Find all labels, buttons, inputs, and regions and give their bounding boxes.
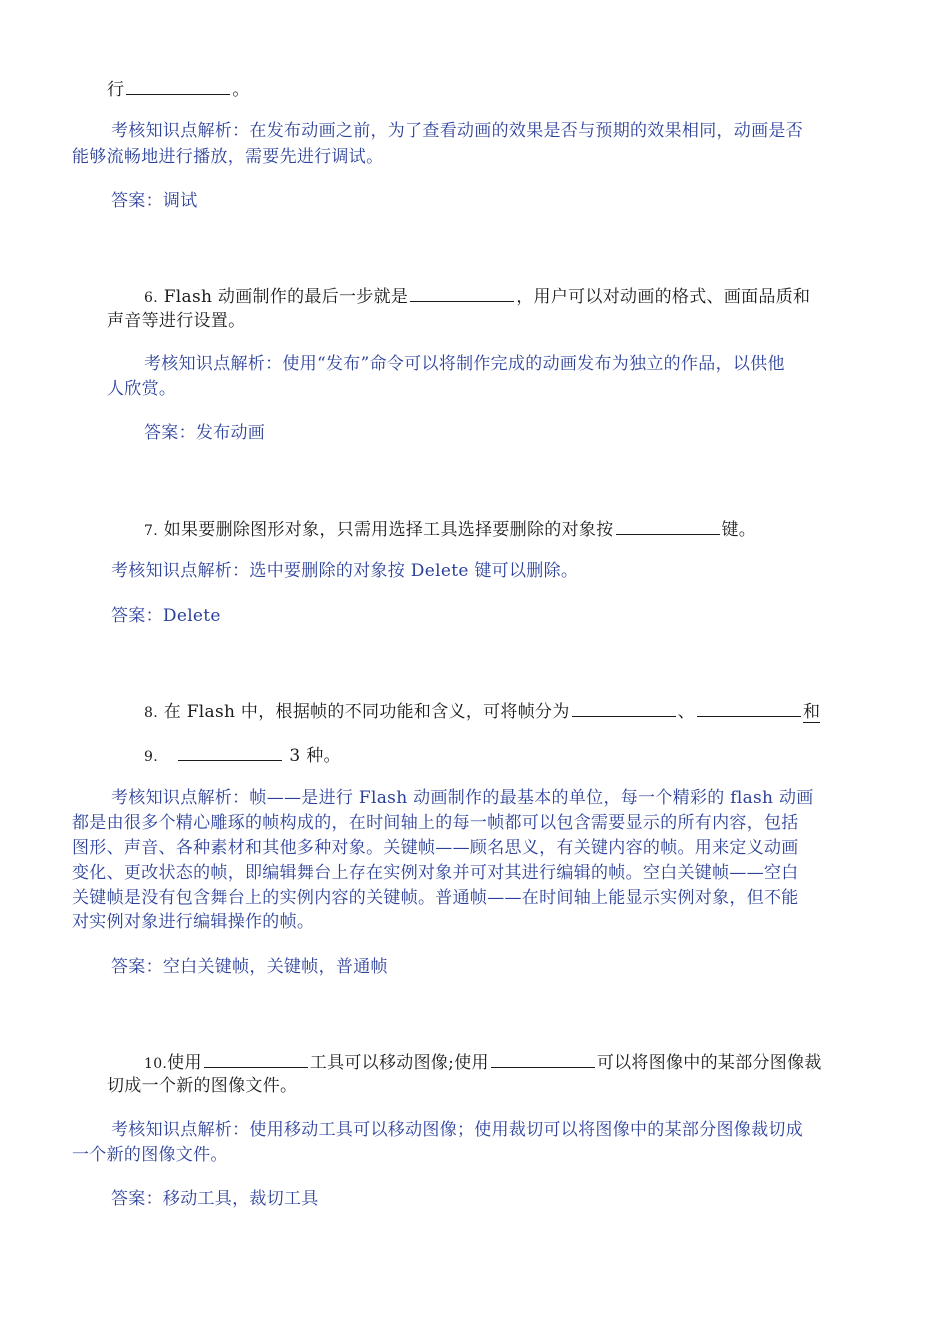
q6-stem-line1 (144, 283, 810, 310)
q6-blank (410, 283, 514, 302)
q7-stem-part1: 如果要删除图形对象，只需用选择工具选择要删除的对象按 (163, 520, 614, 540)
q7-stem (144, 516, 756, 543)
q10-stem-part3: 可以将图像中的某部分图像裁 (596, 1053, 822, 1073)
q8-stem-part1: 在 Flash 中，根据帧的不同功能和含义，可将帧分为 (163, 702, 570, 722)
q8-analysis-line2: 都是由很多个精心雕琢的帧构成的，在时间轴上的每一帧都可以包含需要显示的所有内容，包括 (72, 813, 799, 833)
q10-stem-line2: 切成一个新的图像文件。 (107, 1076, 298, 1096)
q5-analysis-line1: 考核知识点解析：在发布动画之前，为了查看动画的效果是否与预期的效果相同，动画是否 (111, 121, 803, 141)
q7-answer: 答案：Delete (111, 606, 221, 626)
q8-stem-line2 (144, 742, 341, 769)
q5-answer: 答案：调试 (111, 191, 198, 211)
q8-separator-1: 、 (677, 702, 695, 722)
q5-stem-tail (107, 76, 250, 102)
q6-analysis-line1: 考核知识点解析：使用“发布”命令可以将制作完成的动画发布为独立的作品，以供他 (144, 354, 785, 374)
q5-blank (126, 76, 230, 95)
q6-stem-part1: Flash 动画制作的最后一步就是 (163, 287, 409, 307)
q8-analysis-line6: 对实例对象进行编辑操作的帧。 (72, 912, 315, 932)
q10-stem-part1: 使用 (167, 1053, 202, 1073)
q6-stem-part2: ，用户可以对动画的格式、画面品质和 (516, 287, 811, 307)
q6-number: 6. (144, 290, 158, 306)
q8-blank-1 (572, 698, 676, 717)
q7-blank (616, 516, 720, 535)
q10-answer: 答案：移动工具，裁切工具 (111, 1189, 319, 1209)
q6-analysis-line2: 人欣赏。 (107, 379, 177, 399)
q10-blank-1 (204, 1049, 308, 1068)
q5-analysis-line2: 能够流畅地进行播放，需要先进行调试。 (72, 147, 384, 167)
q8-analysis-line4: 变化、更改状态的帧，即编辑舞台上存在实例对象并可对其进行编辑的帧。空白关键帧——空白 (72, 863, 799, 883)
q8-blank-3 (178, 742, 282, 761)
q8-answer: 答案：空白关键帧，关键帧，普通帧 (111, 957, 388, 977)
q7-stem-part2: 键。 (721, 520, 757, 540)
q10-blank-2 (491, 1049, 595, 1068)
q8-stem-line1 (144, 698, 820, 725)
q10-analysis-line2: 一个新的图像文件。 (72, 1145, 228, 1165)
q8-line2-number: 9. (144, 749, 158, 765)
q7-analysis: 考核知识点解析：选中要删除的对象按 Delete 键可以删除。 (111, 561, 579, 581)
q10-stem-line1 (144, 1049, 822, 1076)
q7-number: 7. (144, 523, 158, 539)
q10-number: 10. (144, 1056, 168, 1072)
q5-stem-prefix: 行 (107, 80, 125, 100)
q6-answer: 答案：发布动画 (144, 423, 266, 443)
q8-separator-2: 和 (802, 702, 821, 722)
q8-analysis-line1: 考核知识点解析：帧——是进行 Flash 动画制作的最基本的单位，每一个精彩的 flash 动画 (111, 788, 814, 808)
q5-stem-suffix: 。 (232, 80, 250, 100)
q8-stem-line2-suffix: 3 种。 (289, 746, 341, 766)
q8-analysis-line3: 图形、声音、各种素材和其他多种对象。关键帧——顾名思义，有关键内容的帧。用来定义动画 (72, 838, 799, 858)
q10-analysis-line1: 考核知识点解析：使用移动工具可以移动图像；使用裁切可以将图像中的某部分图像裁切成 (111, 1120, 803, 1140)
q6-stem-line2: 声音等进行设置。 (107, 311, 246, 331)
q10-stem-part2: 工具可以移动图像;使用 (309, 1053, 489, 1073)
q8-number: 8. (144, 705, 158, 721)
q8-blank-2 (697, 698, 801, 717)
q8-analysis-line5: 关键帧是没有包含舞台上的实例内容的关键帧。普通帧——在时间轴上能显示实例对象，但不能 (72, 888, 799, 908)
